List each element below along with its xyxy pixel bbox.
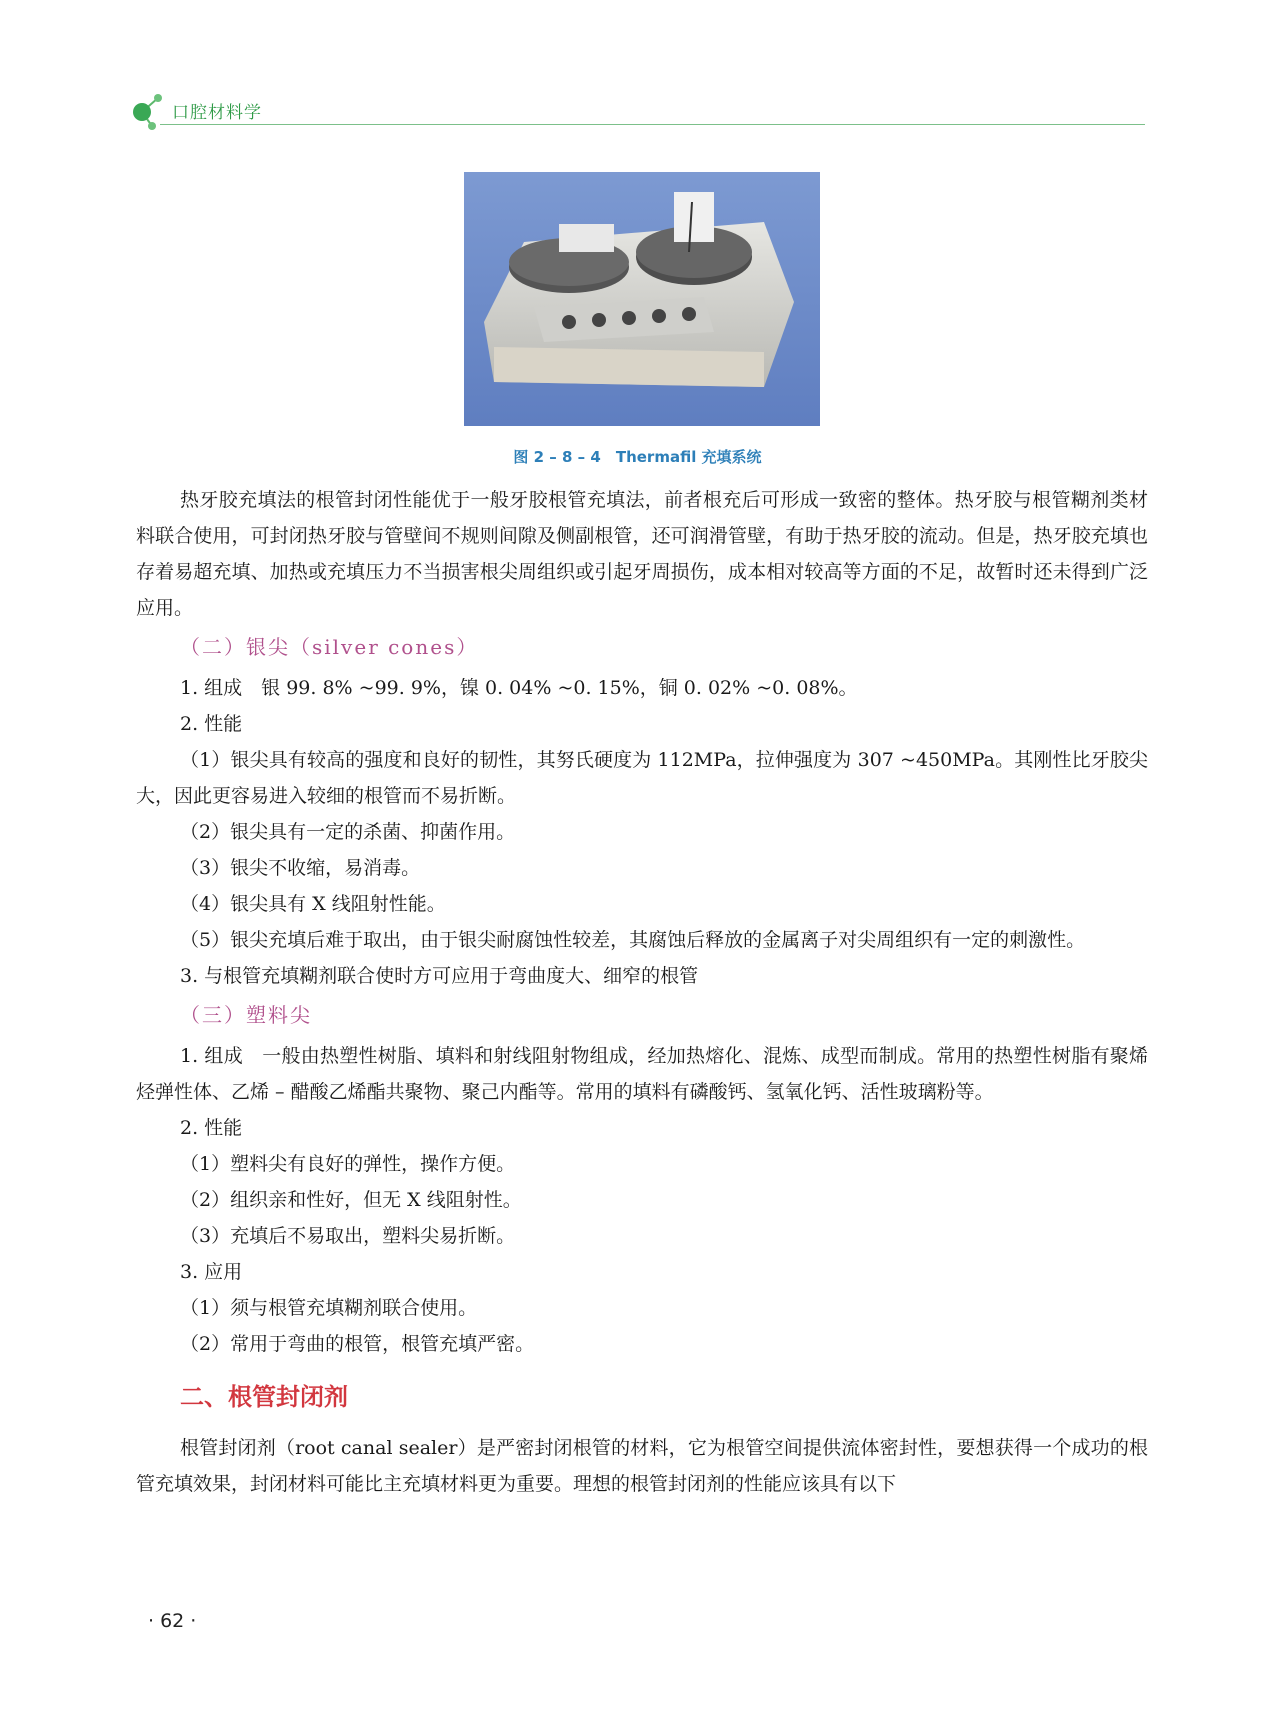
running-header <box>130 92 1145 132</box>
list-item: 2. 性能 <box>180 713 243 735</box>
list-item: （4）银尖具有 X 线阻射性能。 <box>180 893 446 915</box>
list-item: 3. 与根管充填糊剂联合使时方可应用于弯曲度大、细窄的根管 <box>180 965 699 987</box>
list-item: （5）银尖充填后难于取出，由于银尖耐腐蚀性较差，其腐蚀后释放的金属离子对尖周组织有一定的刺激性。 <box>180 929 1086 951</box>
paragraph: 热牙胶充填法的根管封闭性能优于一般牙胶根管充填法，前者根充后可形成一致密的整体。热牙胶与根管糊剂类材料联合使用，可封闭热牙胶与管壁间不规则间隙及侧副根管，还可润滑管壁，有助于热牙胶的流动。但是，热牙胶充填也存着易超充填、加热或充填压力不当损害根尖周组织或引起牙周损伤，成本相对较高等方面的不足，故暂时还未得到广泛应用。 <box>136 489 1148 619</box>
list-item: 1. 组成 一般由热塑性树脂、填料和射线阻射物组成，经加热熔化、混炼、成型而制成。常用的热塑性树脂有聚烯烃弹性体、乙烯 – 醋酸乙烯酯共聚物、聚己内酯等。常用的填料有磷酸钙、氢氧化钙、活性玻璃粉等。 <box>136 1045 1148 1103</box>
list-item: （3）银尖不收缩，易消毒。 <box>180 857 421 879</box>
subheading-plastic-cones: （三）塑料尖 <box>180 1003 312 1027</box>
list-item: （2）组织亲和性好，但无 X 线阻射性。 <box>180 1189 522 1211</box>
body-text <box>136 482 1148 1502</box>
list-item: 1. 组成 银 99. 8% ~99. 9%，镍 0. 04% ~0. 15%，铜 0. 02% ~0. 08%。 <box>180 677 858 699</box>
header-rule <box>160 124 1145 125</box>
book-title: 口腔材料学 <box>172 103 262 123</box>
list-item: （3）充填后不易取出，塑料尖易折断。 <box>180 1225 516 1247</box>
list-item: （2）银尖具有一定的杀菌、抑菌作用。 <box>180 821 516 843</box>
list-item: （1）塑料尖有良好的弹性，操作方便。 <box>180 1153 516 1175</box>
thermafil-device-photo <box>464 172 820 426</box>
list-item: （2）常用于弯曲的根管，根管充填严密。 <box>180 1333 535 1355</box>
book-logo-icon <box>130 92 170 132</box>
list-item: 2. 性能 <box>180 1117 243 1139</box>
paragraph: 根管封闭剂（root canal sealer）是严密封闭根管的材料，它为根管空间提供流体密封性，要想获得一个成功的根管充填效果，封闭材料可能比主充填材料更为重要。理想的根管封闭剂的性能应该具有以下 <box>136 1437 1148 1495</box>
subheading-silver-cones: （二）银尖（silver cones） <box>180 635 479 659</box>
list-item: （1）须与根管充填糊剂联合使用。 <box>180 1297 478 1319</box>
list-item: （1）银尖具有较高的强度和良好的韧性，其努氏硬度为 112MPa，拉伸强度为 307 ~450MPa。其刚性比牙胶尖大，因此更容易进入较细的根管而不易折断。 <box>136 749 1148 807</box>
page-number: · 62 · <box>148 1610 197 1632</box>
figure-caption: 图 2 – 8 – 4 Thermafil 充填系统 <box>513 448 762 466</box>
list-item: 3. 应用 <box>180 1261 243 1283</box>
section-heading-root-canal-sealer: 二、根管封闭剂 <box>180 1383 348 1411</box>
